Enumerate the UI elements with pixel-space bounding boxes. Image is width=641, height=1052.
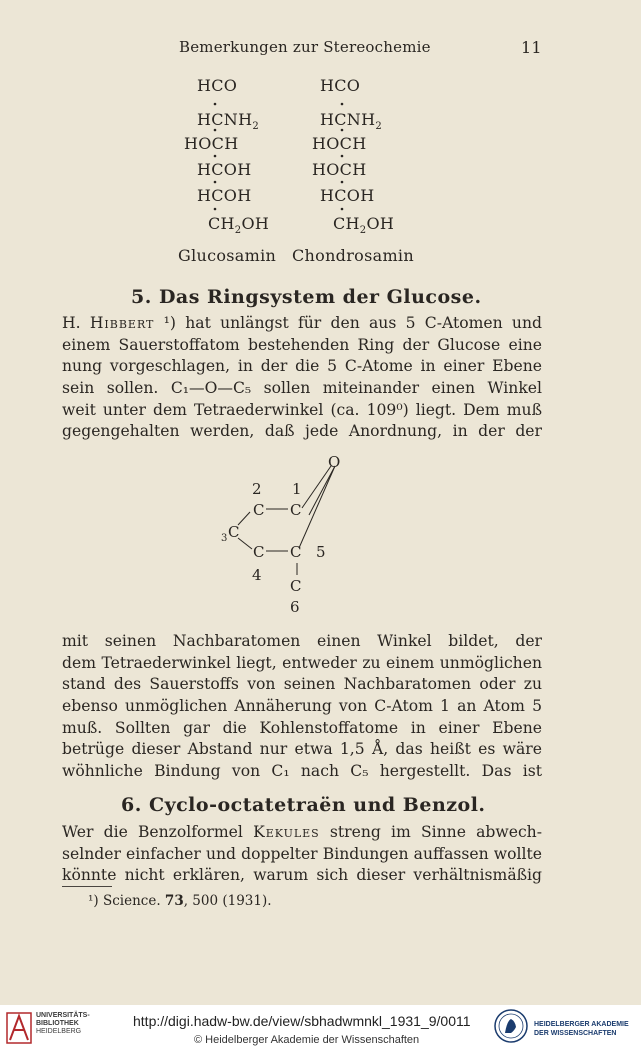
academy-seal-icon — [494, 1009, 528, 1043]
text-line: nung vorgeschlagen, in der die 5 C-Atome in einer Ebene — [62, 357, 542, 376]
formula-line: HCO — [197, 76, 238, 95]
formula-line: HCO — [320, 76, 361, 95]
copyright-notice: © Heidelberger Akademie der Wissenschaften — [194, 1034, 420, 1046]
text-line: gegengehalten werden, daß jede Anordnung, in der der — [62, 422, 542, 441]
atom-c6: C — [290, 577, 302, 595]
text-line: H. Hibbert ¹) hat unlängst für den aus 5 C-Atomen und — [62, 314, 542, 332]
text-line: sein sollen. C₁—O—C₅ sollen miteinander einen Winkel — [62, 379, 542, 398]
formula-line: $HCNH_2$ — [197, 110, 260, 133]
formula-line: HOCH — [312, 134, 367, 153]
atom-c2: C — [253, 501, 265, 519]
text-line: selnder einfacher und doppelter Bindungen auffassen wollte — [62, 844, 542, 863]
text-line: mit seinen Nachbaratomen einen Winkel bildet, der — [62, 632, 542, 650]
text-line: stand des Sauerstoffs von seinen Nachbaratomen oder zu — [62, 675, 542, 694]
university-library-name: UNIVERSITÄTS- BIBLIOTHEK HEIDELBERG — [36, 1012, 90, 1035]
ring-label-4: 4 — [252, 566, 262, 584]
formula-line: HCOH — [197, 186, 252, 205]
text-line: könnte nicht erklären, warum sich dieser verhältnismäßig — [62, 866, 542, 885]
academy-name: HEIDELBERGER AKADEMIE DER WISSENSCHAFTEN — [534, 1021, 629, 1037]
university-library-logo-icon — [6, 1012, 32, 1044]
section-5-title: 5. Das Ringsystem der Glucose. — [131, 286, 482, 308]
ring-label-5: 5 — [316, 543, 326, 561]
formula-line: HOCH — [184, 134, 239, 153]
text-line: betrüge dieser Abstand nur etwa 1,5 Å, das heißt es wäre — [62, 740, 542, 759]
atom-c4: C — [253, 543, 265, 561]
running-title: Bemerkungen zur Stereochemie — [179, 38, 431, 56]
formula-line: HCOH — [320, 186, 375, 205]
footnote-rule — [62, 886, 112, 887]
atom-c3: C — [228, 523, 240, 541]
text-line: muß. Sollten gar die Kohlenstoffatome in einer Ebene — [62, 718, 542, 737]
formula-line: $CH_2OH$ — [333, 214, 395, 237]
text-line: Wer die Benzolformel Kekules streng im Sinne abwech- — [62, 823, 542, 841]
formula-line: $HCNH_2$ — [320, 110, 383, 133]
text-line: weit unter dem Tetraederwinkel (ca. 109⁰) liegt. Dem muß — [62, 400, 542, 419]
ring-label-6: 6 — [290, 598, 300, 616]
ring-label-3: 3 — [221, 533, 228, 544]
ring-label-2: 2 — [252, 480, 262, 498]
ring-label-1: 1 — [292, 480, 302, 498]
formula-line: $CH_2OH$ — [208, 214, 270, 237]
page-number: 11 — [521, 38, 542, 57]
atom-oxygen: O — [328, 453, 341, 471]
section-5-paragraph-continued — [62, 631, 542, 783]
formula-line: HOCH — [312, 160, 367, 179]
section-6-paragraph — [62, 822, 542, 887]
formula-caption: Chondrosamin — [292, 246, 414, 265]
atom-c1: C — [290, 501, 302, 519]
text-line: einem Sauerstoffatom bestehenden Ring der Glucose eine — [62, 335, 542, 354]
formula-caption: Glucosamin — [178, 246, 277, 265]
text-line: dem Tetraederwinkel liegt, entweder zu einem unmöglichen — [62, 653, 542, 672]
formula-line: HCOH — [197, 160, 252, 179]
footnote: ¹) Science. 73, 500 (1931). — [88, 893, 272, 909]
atom-c5: C — [290, 543, 302, 561]
section-6-title: 6. Cyclo-octatetraën und Benzol. — [121, 794, 486, 816]
text-line: ebenso unmöglichen Annäherung von C-Atom 1 an Atom 5 — [62, 697, 542, 716]
text-line: wöhnliche Bindung von C₁ nach C₅ hergestellt. Das ist — [62, 762, 542, 781]
permalink-url[interactable]: http://digi.hadw-bw.de/view/sbhadwmnkl_1931_9/0011 — [133, 1013, 471, 1029]
